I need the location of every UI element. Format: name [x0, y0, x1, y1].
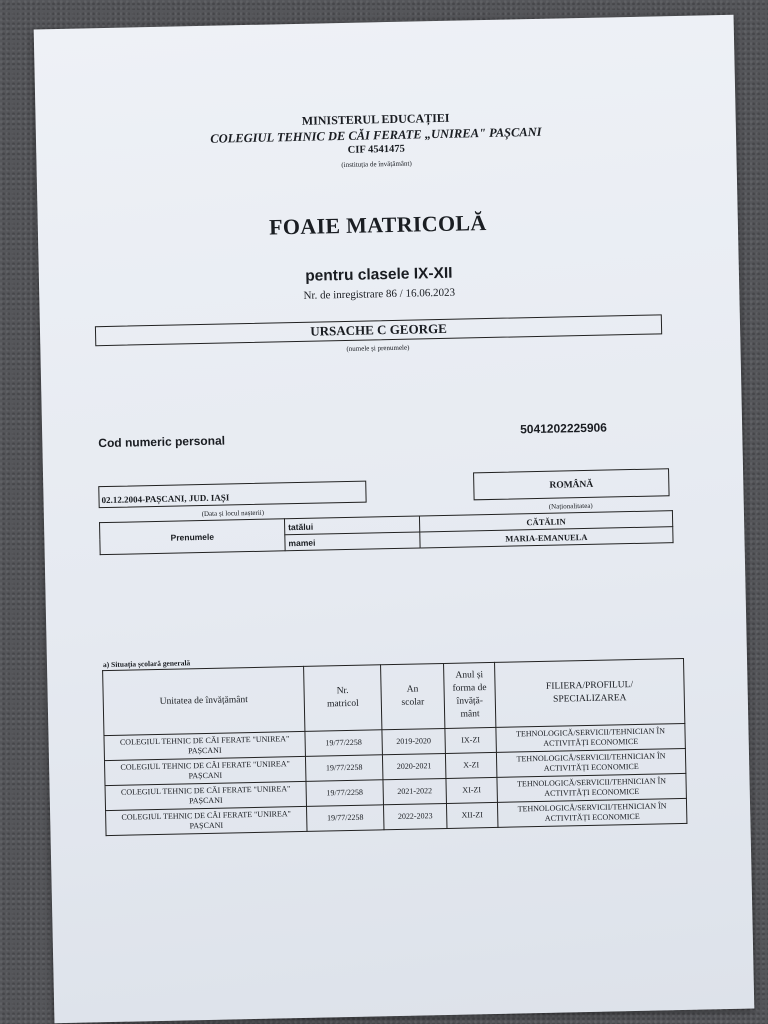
cell-specialization: TEHNOLOGICĂ/SERVICII/TEHNICIAN ÎN ACTIVITĂȚI ECONOMICE: [497, 798, 686, 827]
mother-name: MARIA-EMANUELA: [420, 527, 673, 548]
birth-value: 02.12.2004-PAȘCANI, JUD. IAȘI: [101, 492, 230, 506]
cell-specialization: TEHNOLOGICĂ/SERVICII/TEHNICIAN ÎN ACTIVITĂȚI ECONOMICE: [497, 773, 686, 802]
institution-note: (instituția de învățământ): [341, 159, 412, 170]
nationality-value: ROMÂNĂ: [549, 479, 594, 491]
parents-label: Prenumele: [100, 519, 286, 555]
header-year: An scolar: [381, 663, 445, 729]
cell-form: X-ZI: [445, 752, 497, 778]
nationality-box: [473, 468, 670, 500]
cell-year: 2022-2023: [383, 803, 447, 829]
cell-specialization: TEHNOLOGICĂ/SERVICII/TEHNICIAN ÎN ACTIVITĂȚI ECONOMICE: [496, 748, 685, 777]
document-title: FOAIE MATRICOLĂ: [268, 210, 487, 240]
cell-specialization: TEHNOLOGICĂ/SERVICII/TEHNICIAN ÎN ACTIVITĂȚI ECONOMICE: [496, 723, 685, 752]
nationality-note: (Naționalitatea): [548, 501, 593, 511]
cell-unit: COLEGIUL TEHNIC DE CĂI FERATE "UNIREA" PAȘCANI: [104, 731, 305, 760]
cell-unit: COLEGIUL TEHNIC DE CĂI FERATE "UNIREA" PAȘCANI: [106, 806, 307, 835]
document-subtitle: pentru clasele IX-XII: [305, 264, 453, 285]
header-unit: Unitatea de învățământ: [103, 666, 305, 735]
document-sheet: [34, 15, 755, 1023]
cell-year: 2020-2021: [382, 753, 446, 779]
birth-box: [98, 481, 366, 509]
school-situation-table: [102, 658, 687, 836]
section-label: a) Situația școlară generală: [102, 658, 191, 670]
cell-unit: COLEGIUL TEHNIC DE CĂI FERATE "UNIREA" PAȘCANI: [104, 756, 305, 785]
header-form: Anul și forma de învăță- mânt: [444, 662, 496, 728]
cif-line: CIF 4541475: [347, 143, 405, 156]
registration-number: Nr. de inregistrare 86 / 16.06.2023: [303, 286, 456, 302]
ministry-heading: MINISTERUL EDUCAȚIEI: [301, 110, 450, 128]
birth-note: (Data și locul nașterii): [201, 508, 265, 519]
college-heading: COLEGIUL TEHNIC DE CĂI FERATE „UNIREA" PAȘCANI: [210, 124, 542, 146]
cell-year: 2019-2020: [382, 728, 446, 754]
cell-unit: COLEGIUL TEHNIC DE CĂI FERATE "UNIREA" PAȘCANI: [105, 781, 306, 810]
cnp-value: 5041202225906: [520, 420, 608, 437]
cell-matricol: 19/77/2258: [306, 805, 384, 832]
cell-form: IX-ZI: [445, 727, 497, 753]
mother-label: mamei: [285, 532, 420, 551]
cell-matricol: 19/77/2258: [305, 755, 383, 782]
father-label: tatălui: [284, 516, 419, 535]
student-name: URSACHE C GEORGE: [310, 320, 447, 339]
header-matricol: Nr. matricol: [304, 665, 382, 732]
cell-matricol: 19/77/2258: [306, 780, 384, 807]
cell-year: 2021-2022: [383, 778, 447, 804]
father-name: CĂTĂLIN: [419, 511, 672, 532]
cnp-label: Cod numeric personal: [98, 433, 226, 451]
header-specialization: FILIERA/PROFILUL/ SPECIALIZAREA: [495, 658, 685, 727]
cell-matricol: 19/77/2258: [305, 730, 383, 757]
table-header-row: [103, 658, 685, 735]
cell-form: XII-ZI: [446, 802, 498, 828]
student-name-note: (numele și prenumele): [346, 343, 410, 353]
cell-form: XI-ZI: [446, 777, 498, 803]
